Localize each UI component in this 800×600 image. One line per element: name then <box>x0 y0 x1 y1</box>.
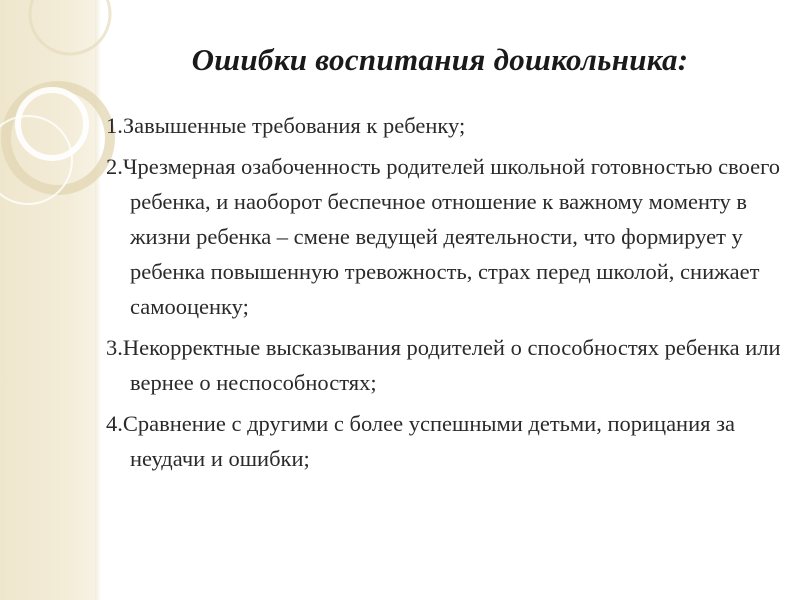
slide-title: Ошибки воспитания дошкольника: <box>191 42 689 77</box>
list-item: 1.Завышенные требования к ребенку; <box>106 113 466 138</box>
list-item: 4.Сравнение с другими с более успешными детьми, порицания за неудачи и ошибки; <box>106 411 735 471</box>
errors-list <box>106 108 796 482</box>
list-item: 3.Некорректные высказывания родителей о способностях ребенка или вернее о неспособностях; <box>106 335 781 395</box>
list-item: 2.Чрезмерная озабоченность родителей школьной готовностью своего ребенка, и наоборот беспечное отношение к важному моменту в жизни ребенка – смене ведущей деятельности, что формирует у ребенка повышенную тревожность, страх перед школой, снижает самооценку; <box>106 154 781 319</box>
